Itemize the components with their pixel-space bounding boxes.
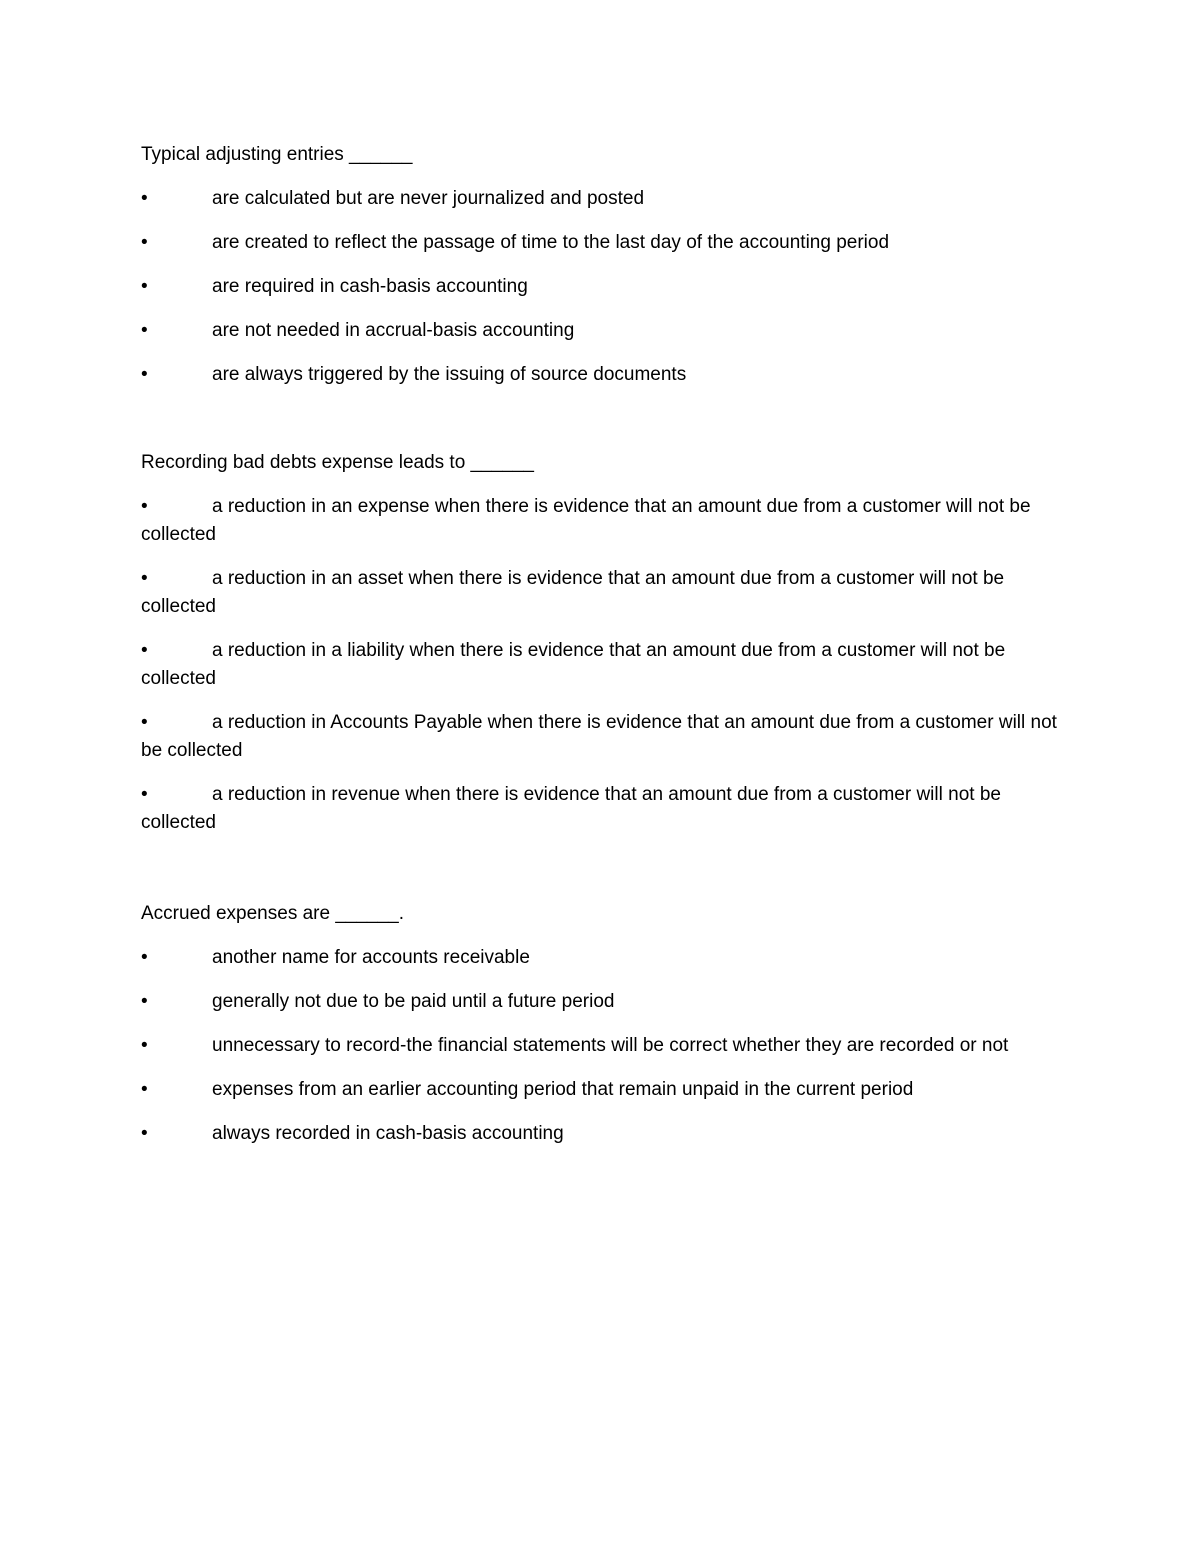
option-text: unnecessary to record-the financial statements will be correct whether they are recorded or not xyxy=(212,1035,1009,1056)
option-text: are always triggered by the issuing of source documents xyxy=(212,364,687,385)
option-text: expenses from an earlier accounting period that remain unpaid in the current period xyxy=(212,1079,914,1100)
answer-option xyxy=(141,637,1061,693)
bullet-icon: • xyxy=(141,1035,148,1056)
bullet-icon: • xyxy=(141,496,148,517)
bullet-icon: • xyxy=(141,784,148,805)
answer-option xyxy=(141,988,1061,1016)
bullet-icon: • xyxy=(141,276,148,297)
answer-option xyxy=(141,565,1061,621)
answer-option xyxy=(141,944,1061,972)
answer-option xyxy=(141,317,1061,345)
bullet-icon: • xyxy=(141,188,148,209)
answer-option xyxy=(141,229,1061,257)
bullet-icon: • xyxy=(141,1123,148,1144)
question-2 xyxy=(141,449,1061,853)
answer-option xyxy=(141,185,1061,213)
question-3 xyxy=(141,900,1061,1164)
option-text: are calculated but are never journalized and posted xyxy=(212,188,645,209)
bullet-icon: • xyxy=(141,320,148,341)
answer-option xyxy=(141,493,1061,549)
option-text: a reduction in an asset when there is evidence that an amount due from a customer will not be collected xyxy=(141,568,1005,617)
question-text: Typical adjusting entries ______ xyxy=(141,144,413,165)
bullet-icon: • xyxy=(141,712,148,733)
answer-option xyxy=(141,709,1061,765)
option-text: are created to reflect the passage of time to the last day of the accounting period xyxy=(212,232,890,253)
option-text: are not needed in accrual-basis accounting xyxy=(212,320,575,341)
option-text: a reduction in revenue when there is evidence that an amount due from a customer will not be collected xyxy=(141,784,1001,833)
answer-option xyxy=(141,361,1061,389)
answer-option xyxy=(141,1032,1061,1060)
option-text: another name for accounts receivable xyxy=(212,947,530,968)
bullet-icon: • xyxy=(141,1079,148,1100)
option-text: generally not due to be paid until a future period xyxy=(212,991,615,1012)
answer-option xyxy=(141,1076,1061,1104)
option-text: a reduction in a liability when there is evidence that an amount due from a customer will not be collected xyxy=(141,640,1006,689)
bullet-icon: • xyxy=(141,232,148,253)
answer-option xyxy=(141,273,1061,301)
bullet-icon: • xyxy=(141,991,148,1012)
question-text: Accrued expenses are ______. xyxy=(141,903,405,924)
bullet-icon: • xyxy=(141,640,148,661)
option-text: a reduction in an expense when there is evidence that an amount due from a customer will not be collected xyxy=(141,496,1031,545)
bullet-icon: • xyxy=(141,568,148,589)
answer-option xyxy=(141,1120,1061,1148)
bullet-icon: • xyxy=(141,947,148,968)
question-text: Recording bad debts expense leads to ______ xyxy=(141,452,534,473)
bullet-icon: • xyxy=(141,364,148,385)
question-1 xyxy=(141,141,1061,405)
answer-option xyxy=(141,781,1061,837)
option-text: a reduction in Accounts Payable when there is evidence that an amount due from a customer will not be collected xyxy=(141,712,1057,761)
option-text: always recorded in cash-basis accounting xyxy=(212,1123,564,1144)
option-text: are required in cash-basis accounting xyxy=(212,276,528,297)
